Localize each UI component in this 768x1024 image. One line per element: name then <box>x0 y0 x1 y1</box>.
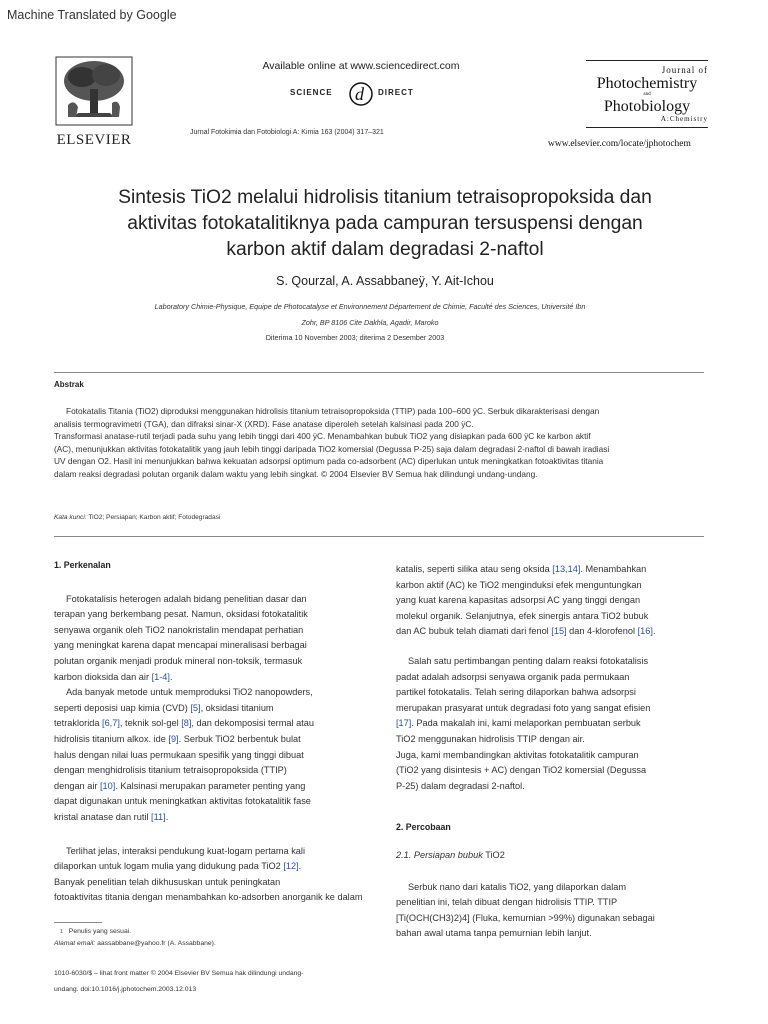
abstract-line-2: analisis termogravimetri (TGA), dan difraksi sinar-X (XRD). Fase anatase diperoleh setelah kalsinasi pada 200 ÿC. <box>54 418 474 429</box>
sciencedirect-logo <box>286 78 436 108</box>
journal-name-1: Photochemistry <box>596 75 698 92</box>
abstract-heading: Abstrak <box>54 380 84 389</box>
intro-line-2: terapan yang berkembang pesat. Namun, oksidasi fotokatalitik <box>54 609 308 620</box>
title-line-3: karbon aktif dalam degradasi 2-naftol <box>226 239 544 260</box>
ref-link[interactable]: [8] <box>181 718 192 729</box>
keywords-list: TiO2; Persiapan; Karbon aktif; Fotodegradasi <box>86 514 221 521</box>
rc-p1-line-5 <box>396 624 716 640</box>
p2-line-7-end: . Kalsinasi merupakan parameter penting yang <box>115 780 306 791</box>
rc-p2-line-7: Juga, kami membandingkan aktivitas fotokatalitik campuran <box>396 749 639 760</box>
rc-p1-line-1-end: . Menambahkan <box>580 564 647 574</box>
p3-line-4: fotoaktivitas titania dengan menambahkan ko-adsorben anorganik ke dalam <box>54 892 363 903</box>
journal-and: and <box>643 92 651 97</box>
ref-link[interactable]: [16] <box>637 626 653 637</box>
rc-p2-line-4: merupakan prasyarat untuk degradasi foto yang sangat efisien <box>396 702 651 713</box>
title-line-1: Sintesis TiO2 melalui hidrolisis titanium tetraisopropoksida dan <box>118 187 652 208</box>
p2-line-3 <box>54 716 379 732</box>
p2-line-8: dapat digunakan untuk meningkatkan aktivitas fotokatalitik fase <box>54 796 311 807</box>
p3-line-3: Banyak penelitian telah dikhususkan untuk peningkatan <box>54 876 281 887</box>
p2-line-4-text: hidrolisis titanium alkox. ide <box>54 733 169 744</box>
issn-line-2: undang. doi:10.1016/j.jphotochem.2003.12.013 <box>54 986 197 993</box>
p2-line-3-end: , dan dekomposisi termal atau <box>191 718 314 729</box>
footnote-email <box>54 938 384 950</box>
received-dates: Diterima 10 November 2003; diterima 2 Desember 2003 <box>265 333 445 342</box>
footnote-rule <box>54 922 102 923</box>
keywords-label: Kata kunci: <box>54 514 87 521</box>
authors: S. Qourzal, A. Assabbaneÿ, Y. Ait-Ichou <box>276 274 494 288</box>
rc-p3-line-2: penelitian ini, telah dibuat dengan hidrolisis TTIP. TTIP <box>396 897 618 908</box>
p2-line-2-text: seperti deposisi uap kimia (CVD) <box>54 702 191 713</box>
sciencedirect-d-icon <box>348 78 374 108</box>
intro-line-4: yang meningkat karena dapat mencapai mineralisasi berbagai <box>54 640 307 651</box>
p3-line-1: Terlihat jelas, interaksi pendukung kuat-logam pertama kali <box>66 845 305 856</box>
rc-p1-line-1 <box>396 562 716 578</box>
abstract-line-6: dalam reaksi degradasi polutan organik dalam waktu yang lebih singkat. © 2004 Elsevier BV Semua hak dilindungi undang-undang. <box>54 468 538 479</box>
abstract-body <box>54 405 709 480</box>
abstract-line-3: Transformasi anatase-rutil terjadi pada suhu yang lebih tinggi dari 400 ÿC. Menambahkan bubuk TiO2 yang disiapkan pada 600 ÿC ke karbon aktif <box>54 431 591 441</box>
intro-line-3: senyawa organik oleh TiO2 nanokristalin mendapat perhatian <box>54 624 304 635</box>
rc-p1-line-5-text: dan AC bubuk telah diamati dari fenol <box>396 626 552 637</box>
intro-line-6-end: . <box>169 671 173 682</box>
intro-line-1: Fotokatalisis heterogen adalah bidang penelitian dasar dan <box>66 593 307 604</box>
rc-p2-line-5-text: . Pada makalah ini, kami melaporkan pembuatan serbuk <box>411 718 641 729</box>
abstract-line-5: UV dengan O2. Hasil ini menunjukkan bahwa kekuatan adsorpsi optimum pada co-adsorbent (AC) diperlukan untuk meningkatkan fotoaktivitas titania <box>54 456 604 466</box>
sd-direct-word: DIRECT <box>378 88 414 97</box>
p3-line-2-text: dilaporkan untuk logam mulia yang didukung pada TiO2 <box>54 861 284 872</box>
elsevier-tree-icon <box>54 55 134 127</box>
journal-name-2: Photobiology <box>603 98 691 115</box>
affiliation-line-2: Zohr, BP 8106 Cite Dakhla, Agadir, Maroko <box>301 318 439 327</box>
p2-line-7-text: dengan air <box>54 780 100 791</box>
p2-line-7 <box>54 779 379 795</box>
p2-line-2 <box>54 701 379 717</box>
rc-p1-line-4: molekul organik. Selanjutnya, efek sinergis antara TiO2 bubuk <box>396 610 649 621</box>
footnote-mark: 1 <box>60 929 63 935</box>
journal-section: A:Chemistry <box>660 115 708 123</box>
footnote-corresponding <box>54 926 384 938</box>
abstract-line-4: (AC), menunjukkan aktivitas fotokatalitik yang jauh lebih tinggi daripada TiO2 komersial (Degussa P-25) saja dalam degradasi 2-naftol di bawah iradiasi <box>54 443 610 454</box>
p2-line-2-end: , oksidasi titanium <box>200 702 274 713</box>
ref-link[interactable]: [1-4] <box>151 671 170 682</box>
right-column <box>396 562 716 942</box>
ref-link[interactable]: [11] <box>151 811 166 822</box>
p2-line-9-end: . <box>165 811 169 822</box>
journal-of: Journal of <box>661 65 708 75</box>
masthead-rule-bottom <box>586 127 708 128</box>
rc-p3-line-4: bahan awal utama tanpa pemurnian lebih lanjut. <box>396 928 592 939</box>
masthead-rule-top <box>586 60 708 61</box>
rc-p2-line-8: (TiO2 yang disintesis + AC) dengan TiO2 komersial (Degussa <box>396 765 647 776</box>
rc-p3-line-3: [Ti(OCH(CH3)2)4] (Fluka, kemurnian >99%) digunakan sebagai <box>396 912 655 923</box>
rc-p2-line-2: padat adalah adsorpsi senyawa organik pada permukaan <box>396 671 630 682</box>
journal-citation: Jurnal Fotokimia dan Fotobiologi A: Kimia 163 (2004) 317–321 <box>190 129 384 136</box>
email-label: Alamat email: <box>54 940 96 947</box>
rc-p1-line-1-text: katalis, seperti silika atau seng oksida <box>396 564 553 574</box>
ref-link[interactable]: [5] <box>190 702 201 713</box>
issn-line-1: 1010-6030/$ – lihat front matter © 2004 Elsevier BV Semua hak dilindungi undang- <box>54 970 304 977</box>
ref-link[interactable]: [15] <box>551 626 567 637</box>
intro-line-6 <box>54 670 379 686</box>
p2-line-6: dengan menghidrolisis titanium tetraisopropoksida (TTIP) <box>54 765 287 776</box>
p3-line-2 <box>54 859 379 875</box>
elsevier-logo <box>54 55 134 148</box>
rc-p2-line-5 <box>396 716 716 732</box>
p2-line-9-text: kristal anatase dan rutil <box>54 811 152 822</box>
p2-line-3-mid: , teknik sol-gel <box>119 718 182 729</box>
sd-science-word: SCIENCE <box>290 88 333 97</box>
p3-line-2-end: . <box>298 861 302 872</box>
p2-line-3-text: tetraklorida <box>54 718 103 729</box>
rc-p3-line-1: Serbuk nano dari katalis TiO2, yang dilaporkan dalam <box>408 881 627 892</box>
rc-p1-line-2: karbon aktif (AC) ke TiO2 menginduksi efek menguntungkan <box>396 579 642 590</box>
divider-bottom <box>54 536 704 537</box>
ref-link[interactable]: [13,14] <box>552 564 581 574</box>
rc-p1-line-5-mid: dan 4-klorofenol <box>566 626 638 637</box>
journal-url[interactable]: www.elsevier.com/locate/jphotochem <box>548 139 691 149</box>
p2-line-9 <box>54 810 379 826</box>
divider-top <box>54 372 704 373</box>
left-column <box>54 558 379 906</box>
subsection-2-1-heading <box>396 848 716 864</box>
rc-p2-line-6: TiO2 menggunakan hidrolisis TTIP dengan air. <box>396 733 585 744</box>
svg-text:d: d <box>355 84 364 104</box>
subsection-2-1-plain: TiO2 <box>482 849 505 860</box>
footnotes <box>54 926 384 950</box>
keywords <box>54 514 654 521</box>
ref-link[interactable]: [10] <box>99 780 116 791</box>
rc-p2-line-9: P-25) dalam degradasi 2-naftol. <box>396 780 525 791</box>
p2-line-4 <box>54 732 379 748</box>
section-experiment-heading: 2. Percobaan <box>396 822 451 833</box>
machine-translation-banner: Machine Translated by Google <box>7 8 177 22</box>
ref-link[interactable]: [12] <box>283 861 299 872</box>
p2-line-5: halus dengan nilai luas permukaan spesifik yang tinggi dibuat <box>54 749 304 760</box>
article-title <box>40 185 730 263</box>
email-address[interactable]: aassabbane@yahoo.fr (A. Assabbane). <box>95 940 216 947</box>
publisher-name: ELSEVIER <box>56 132 132 148</box>
intro-line-5: polutan organik menjadi produk mineral non-toksik, termasuk <box>54 655 303 666</box>
journal-masthead <box>586 60 708 128</box>
p2-line-1: Ada banyak metode untuk memproduksi TiO2 nanopowders, <box>66 687 313 698</box>
title-line-2: aktivitas fotokatalitiknya pada campuran tersuspensi dengan <box>127 213 643 234</box>
affiliation-line-1: Laboratory Chimie-Physique, Equipe de Photocatalyse et Environnement Département de Chimie, Faculté des Sciences, Université Ibn <box>154 302 586 311</box>
issn-block <box>54 966 384 998</box>
ref-link[interactable]: [17] <box>396 718 412 729</box>
affiliation <box>110 299 630 331</box>
section-intro-heading: 1. Perkenalan <box>54 560 111 570</box>
rc-p2-line-3: partikel fotokatalis. Telah sering dilaporkan bahwa adsorpsi <box>396 687 636 698</box>
abstract-line-1: Fotokatalis Titania (TiO2) diproduksi menggunakan hidrolisis titanium tetraisopropoksida (TTIP) pada 100–600 ÿC. Serbuk dikarakterisasi dengan <box>66 406 600 416</box>
rc-p2-line-1: Salah satu pertimbangan penting dalam reaksi fotokatalisis <box>408 655 649 666</box>
ref-link[interactable]: [6,7] <box>102 718 120 729</box>
rc-p1-line-5-end: . <box>652 626 656 637</box>
available-online-text: Available online at www.sciencedirect.com <box>262 60 460 72</box>
ref-link[interactable]: [9] <box>168 733 179 744</box>
subsection-2-1-italic: 2.1. Persiapan bubuk <box>396 849 483 860</box>
rc-p1-line-3: yang kuat karena kapasitas adsorpsi AC yang tinggi dengan <box>396 595 641 606</box>
footnote-corresponding-text: Penulis yang sesuai. <box>68 928 132 935</box>
intro-line-6-text: karbon dioksida dan air <box>54 671 152 682</box>
p2-line-4-end: . Serbuk TiO2 berbentuk bulat <box>178 733 301 744</box>
